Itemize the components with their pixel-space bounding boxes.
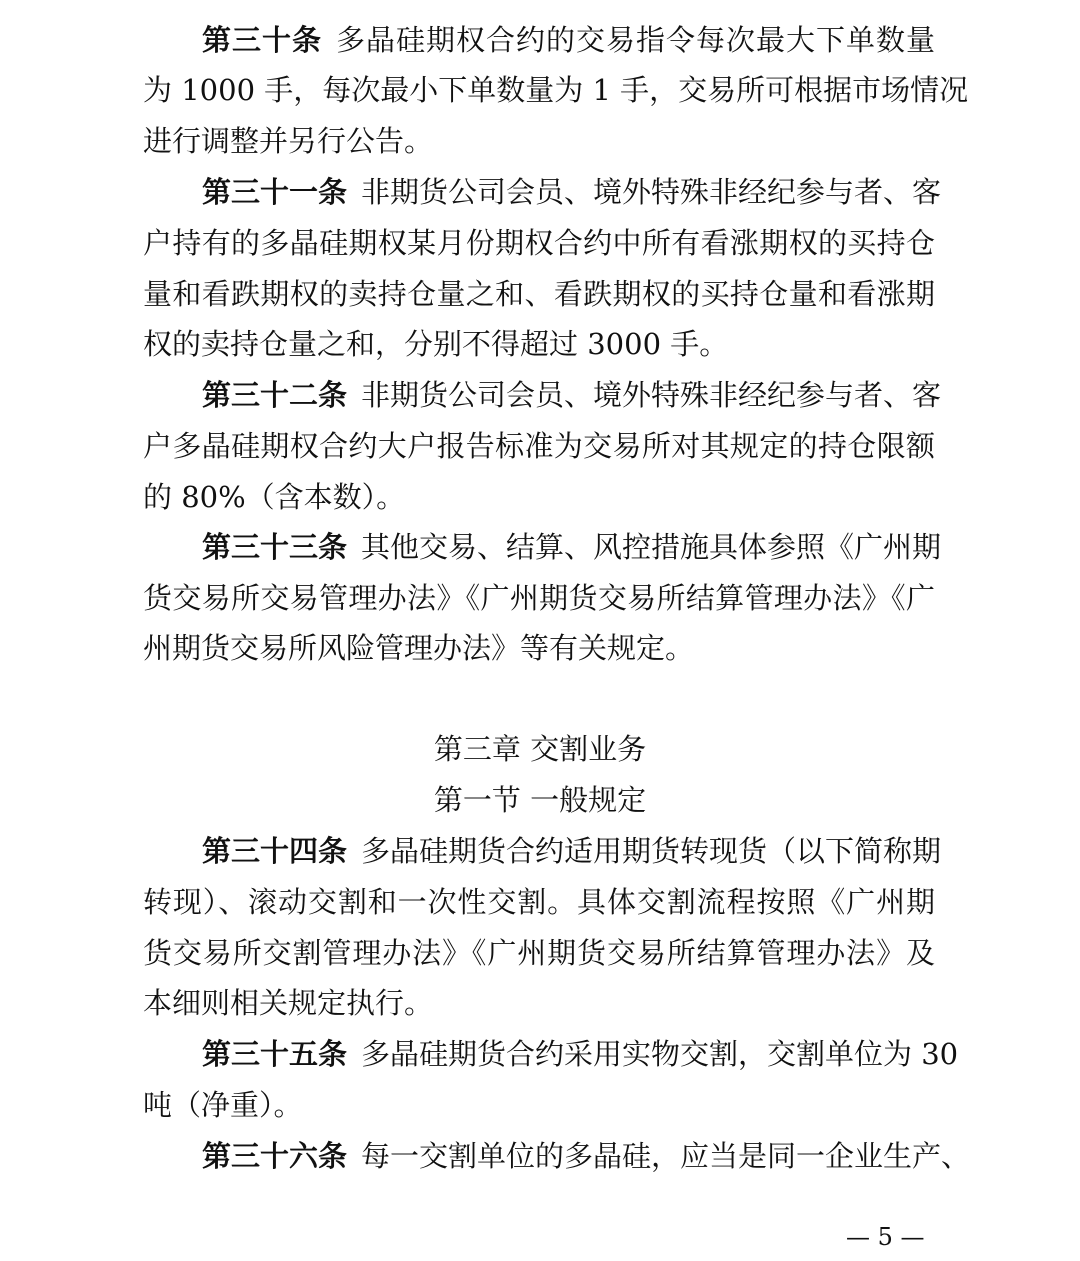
article-34-line-1 bbox=[202, 831, 942, 871]
article-text: 其他交易、结算、风控措施具体参照《广州期 bbox=[361, 530, 942, 564]
article-text: 每一交割单位的多晶硅，应当是同一企业生产、 bbox=[361, 1139, 971, 1173]
article-35-line-1 bbox=[202, 1034, 959, 1074]
article-label: 第三十四条 bbox=[202, 834, 348, 868]
article-34-line-2: 转现）、滚动交割和一次性交割。具体交割流程按照《广州期 bbox=[143, 885, 935, 919]
section-title: 第一节 一般规定 bbox=[433, 783, 647, 817]
article-33-line-1 bbox=[202, 527, 942, 567]
article-33-line-3: 州期货交易所风险管理办法》等有关规定。 bbox=[143, 631, 695, 665]
article-label: 第三十六条 bbox=[202, 1139, 348, 1173]
article-31-line-3: 量和看跌期权的卖持仓量之和、看跌期权的买持仓量和看涨期 bbox=[143, 277, 935, 311]
article-35-line-2: 吨（净重）。 bbox=[143, 1088, 303, 1122]
article-30-line-3: 进行调整并另行公告。 bbox=[143, 124, 434, 158]
article-32-line-3: 的 80%（含本数）。 bbox=[143, 480, 406, 514]
article-label: 第三十五条 bbox=[202, 1037, 348, 1071]
page-number: — 5 — bbox=[846, 1223, 925, 1251]
article-text: 非期货公司会员、境外特殊非经纪参与者、客 bbox=[361, 175, 942, 209]
article-label: 第三十条 bbox=[202, 23, 322, 57]
article-32-line-1 bbox=[202, 375, 942, 415]
article-label: 第三十三条 bbox=[202, 530, 348, 564]
article-31-line-2: 户持有的多晶硅期权某月份期权合约中所有看涨期权的买持仓 bbox=[143, 226, 935, 260]
article-31-line-1 bbox=[202, 172, 942, 212]
article-32-line-2: 户多晶硅期权合约大户报告标准为交易所对其规定的持仓限额 bbox=[143, 429, 935, 463]
article-text: 多晶硅期货合约适用期货转现货（以下简称期 bbox=[361, 834, 942, 868]
article-text: 非期货公司会员、境外特殊非经纪参与者、客 bbox=[361, 378, 942, 412]
chapter-title: 第三章 交割业务 bbox=[433, 732, 647, 766]
article-31-line-4: 权的卖持仓量之和，分别不得超过 3000 手。 bbox=[143, 327, 729, 361]
article-text: 多晶硅期权合约的交易指令每次最大下单数量 bbox=[336, 23, 935, 57]
article-34-line-3: 货交易所交割管理办法》《广州期货交易所结算管理办法》及 bbox=[143, 936, 935, 970]
article-30-line-2: 为 1000 手，每次最小下单数量为 1 手，交易所可根据市场情况 bbox=[143, 73, 969, 107]
article-36-line-1 bbox=[202, 1136, 971, 1176]
article-34-line-4: 本细则相关规定执行。 bbox=[143, 986, 434, 1020]
article-30-line-1 bbox=[202, 20, 935, 60]
article-label: 第三十二条 bbox=[202, 378, 348, 412]
article-33-line-2: 货交易所交易管理办法》《广州期货交易所结算管理办法》《广 bbox=[143, 581, 935, 615]
article-text: 多晶硅期货合约采用实物交割，交割单位为 30 bbox=[361, 1037, 959, 1071]
article-label: 第三十一条 bbox=[202, 175, 348, 209]
